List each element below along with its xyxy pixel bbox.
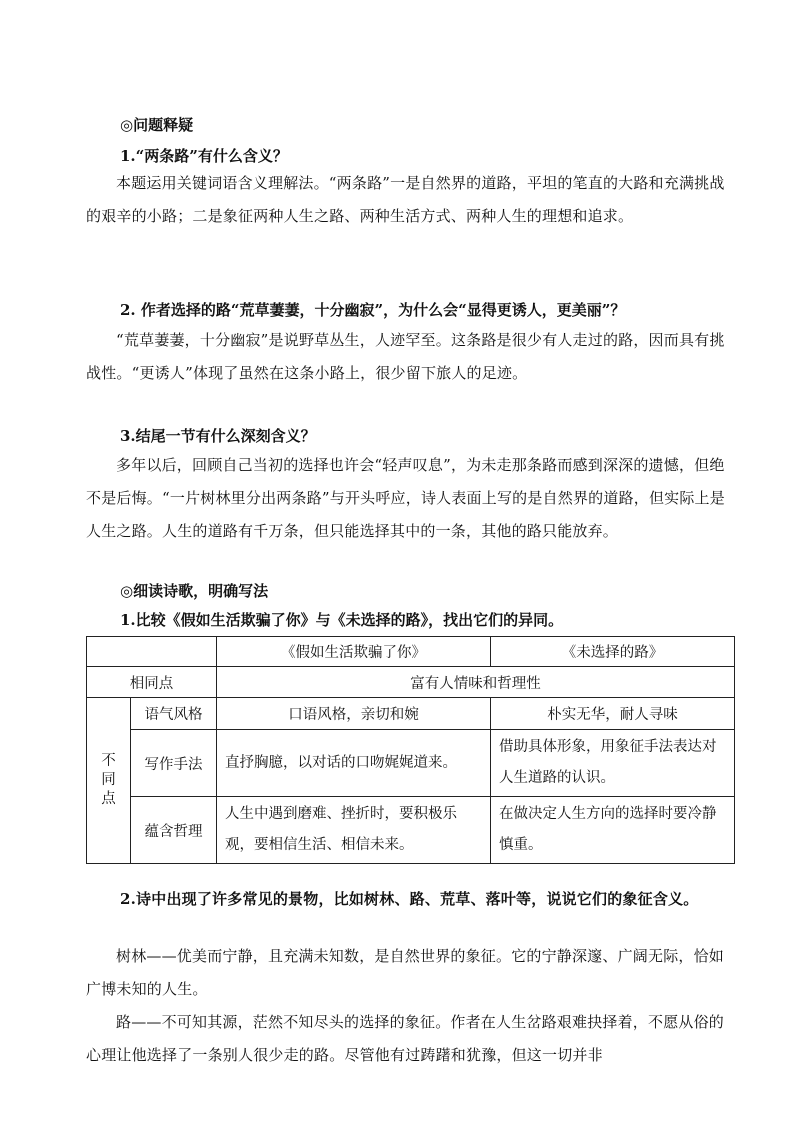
section-title-close-reading: ◎细读诗歌，明确写法 (120, 582, 269, 600)
section-title-question-explanation: ◎问题释疑 (120, 116, 194, 134)
question-1-title: 1.“两条路”有什么含义？ (120, 147, 288, 165)
difference-label-cell (87, 698, 131, 864)
question-3-answer: 多年以后，回顾自己当初的选择也许会“轻声叹息”，为未走那条路而感到深深的遗憾，但绝不是后悔。“一片树林里分出两条路”与开头呼应，诗人表面上写的是自然界的道路，但实际上是人生之路。人生的道路有千万条，但只能选择其中的一条，其他的路只能放弃。 (86, 456, 725, 540)
symbolism-answer-forest: 树林——优美而宁静，且充满未知数，是自然世界的象征。它的宁静深邃、广阔无际，恰如广博未知的人生。 (86, 947, 725, 998)
compare-question-title: 1.比较《假如生活欺骗了你》与《未选择的路》，找出它们的异同。 (120, 611, 564, 629)
table-cell-poem-a: 直抒胸臆，以对话的口吻娓娓道来。 (217, 730, 491, 797)
similarity-label: 相同点 (87, 667, 217, 698)
table-row (87, 797, 735, 864)
similarity-value: 富有人情味和哲理性 (217, 667, 735, 698)
header-poem-a: 《假如生活欺骗了你》 (217, 637, 491, 667)
symbolism-question-title: 2.诗中出现了许多常见的景物，比如树林、路、荒草、落叶等，说说它们的象征含义。 (120, 890, 699, 908)
table-cell-poem-a: 人生中遇到磨难、挫折时，要积极乐观，要相信生活、相信未来。 (217, 797, 491, 864)
table-row-similarity (87, 667, 735, 698)
table-row (87, 698, 735, 730)
header-poem-b: 《未选择的路》 (491, 637, 735, 667)
aspect-label: 蕴含哲理 (131, 797, 217, 864)
table-header-row (87, 637, 735, 667)
table-corner-cell (87, 637, 217, 667)
table-cell-poem-b: 借助具体形象，用象征手法表达对人生道路的认识。 (491, 730, 735, 797)
table-cell-poem-b: 朴实无华，耐人寻味 (491, 698, 735, 730)
table-cell-poem-a: 口语风格，亲切和婉 (217, 698, 491, 730)
aspect-label: 写作手法 (131, 730, 217, 797)
difference-label: 不同点 (101, 753, 116, 807)
symbolism-answer-road: 路——不可知其源，茫然不知尽头的选择的象征。作者在人生岔路艰难抉择着，不愿从俗的心理让他选择了一条别人很少走的路。尽管他有过踌躇和犹豫，但这一切并非 (86, 1013, 725, 1064)
aspect-label: 语气风格 (131, 698, 217, 730)
comparison-table (86, 636, 735, 864)
question-2-answer: “荒草萋萋，十分幽寂”是说野草丛生，人迹罕至。这条路是很少有人走过的路，因而具有挑战性。“更诱人”体现了虽然在这条小路上，很少留下旅人的足迹。 (86, 331, 725, 382)
question-2-title: 2. 作者选择的路“荒草萋萋，十分幽寂”，为什么会“显得更诱人，更美丽”？ (120, 301, 626, 319)
question-3-title: 3.结尾一节有什么深刻含义？ (120, 427, 316, 445)
table-row (87, 730, 735, 797)
table-cell-poem-b: 在做决定人生方向的选择时要冷静慎重。 (491, 797, 735, 864)
question-1-answer: 本题运用关键词语含义理解法。“两条路”一是自然界的道路，平坦的笔直的大路和充满挑战的艰辛的小路；二是象征两种人生之路、两种生活方式、两种人生的理想和追求。 (86, 174, 725, 225)
